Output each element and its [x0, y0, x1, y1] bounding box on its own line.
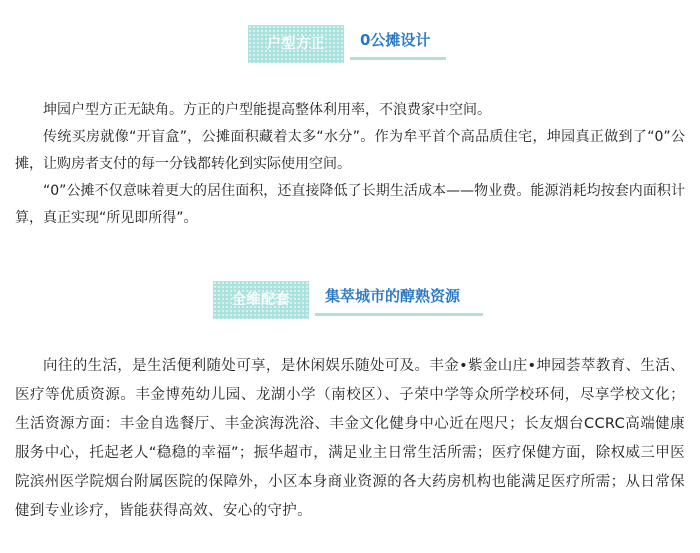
section-underline [350, 57, 446, 60]
section-tag-facilities [213, 281, 309, 319]
paragraph: 向往的生活，是生活便利随处可享，是休闲娱乐随处可及。丰金•紫金山庄•坤园荟萃教育、生活、医疗等优质资源。丰金博苑幼儿园、龙湖小学（南校区）、子荣中学等众所学校环伺，尽享学校文化；生活资源方面：丰金自选餐厅、丰金滨海洗浴、丰金文化健身中心近在咫尺；长友烟台CCRC高端健康服务中心，托起老人“稳稳的幸福”；振华超市，满足业主日常生活所需；医疗保健方面，除权威三甲医院滨州医学院烟台附属医院的保障外，小区本身商业资源的各大药房机构也能满足医疗所需；从日常保健到专业诊疗，皆能获得高效、安心的守护。 [15, 358, 685, 519]
section-underline [315, 313, 483, 316]
section-text-layout [15, 97, 685, 232]
section-header-layout [248, 25, 448, 65]
section-subtitle-facilities: 集萃城市的醇熟资源 [325, 287, 461, 305]
section-text-facilities [15, 352, 685, 526]
section-subtitle-layout: 0公摊设计 [360, 31, 431, 49]
paragraph: 坤园户型方正无缺角。方正的户型能提高整体利用率，不浪费家中空间。 [43, 102, 491, 118]
section-tag-layout [248, 25, 344, 63]
paragraph: “0”公摊不仅意味着更大的居住面积，还直接降低了长期生活成本——物业费。能源消耗均按套内面积计算，真正实现“所见即所得”。 [15, 183, 685, 226]
section-tag-label: 户型方正 [267, 36, 325, 52]
section-header-facilities [213, 281, 483, 321]
section-tag-label: 全维配套 [232, 292, 290, 308]
paragraph: 传统买房就像“开盲盒”，公摊面积藏着太多“水分”。作为牟平首个高品质住宅，坤园真正做到了“0”公摊，让购房者支付的每一分钱都转化到实际使用空间。 [15, 129, 685, 172]
